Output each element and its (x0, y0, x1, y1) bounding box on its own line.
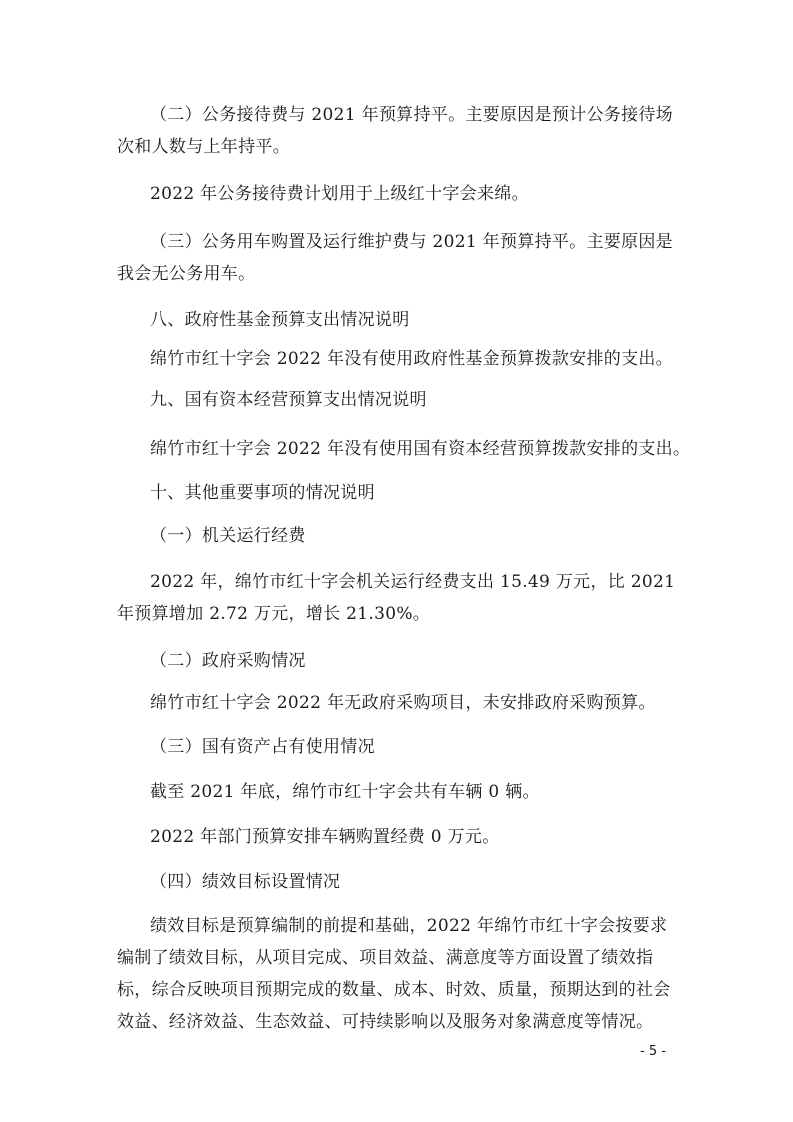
paragraph-operating-expense: 2022 年，绵竹市红十字会机关运行经费支出 15.49 万元，比 2021 年预算增加 2.72 万元，增长 21.30%。 (117, 572, 676, 624)
paragraph-reception-plan: 2022 年公务接待费计划用于上级红十字会来绵。 (150, 184, 529, 204)
heading-government-fund: 八、政府性基金预算支出情况说明 (150, 310, 410, 330)
paragraph-vehicle-expense: （三）公务用车购置及运行维护费与 2021 年预算持平。主要原因是我会无公务用车。 (117, 232, 673, 284)
page-number: - 5 - (640, 1044, 666, 1059)
heading-procurement: （二）政府采购情况 (150, 651, 306, 671)
paragraph-vehicles-count: 截至 2021 年底，绵竹市红十字会共有车辆 0 辆。 (150, 782, 540, 802)
heading-operating-expense: （一）机关运行经费 (150, 526, 306, 546)
paragraph-government-fund: 绵竹市红十字会 2022 年没有使用政府性基金预算拨款安排的支出。 (150, 349, 673, 369)
heading-state-assets: （三）国有资产占有使用情况 (150, 737, 375, 757)
paragraph-reception-expense: （二）公务接待费与 2021 年预算持平。主要原因是预计公务接待场次和人数与上年持平。 (117, 105, 673, 157)
paragraph-performance-goals: 绩效目标是预算编制的前提和基础，2022 年绵竹市红十字会按要求编制了绩效目标，从项目完成、项目效益、满意度等方面设置了绩效指标，综合反映项目预期完成的数量、成本、时效、质量，预期达到的社会效益、经济效益、生态效益、可持续影响以及服务对象满意度等情况。 (117, 916, 671, 1032)
paragraph-procurement: 绵竹市红十字会 2022 年无政府采购项目，未安排政府采购预算。 (150, 693, 656, 713)
paragraph-state-capital: 绵竹市红十字会 2022 年没有使用国有资本经营预算拨款安排的支出。 (150, 439, 691, 459)
heading-other-matters: 十、其他重要事项的情况说明 (150, 483, 375, 503)
heading-performance-goals: （四）绩效目标设置情况 (150, 872, 341, 892)
paragraph-vehicle-purchase: 2022 年部门预算安排车辆购置经费 0 万元。 (150, 827, 500, 847)
heading-state-capital: 九、国有资本经营预算支出情况说明 (150, 390, 427, 410)
